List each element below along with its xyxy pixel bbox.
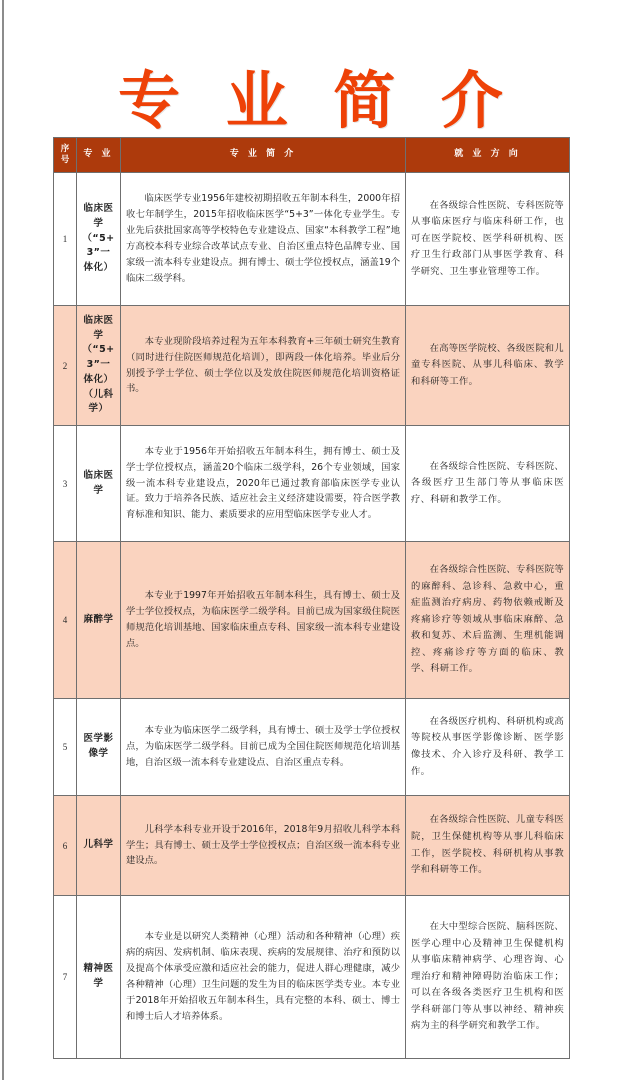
cell-major: 临床医学（“5+3”一体化）（儿科学）: [77, 306, 121, 426]
cell-intro: 本专业现阶段培养过程为五年本科教育+三年硕士研究生教育（同时进行住院医师规范化培训），即两段一体化培养。毕业后分别授予学士学位、硕士学位以及发放住院医师规范化培训资格证书。: [121, 306, 406, 426]
table-body: [54, 173, 570, 1059]
cell-career: 在各级综合性医院、儿童专科医院，卫生保健机构等从事儿科临床工作，医学院校、科研机构从事教学和科研等工作。: [406, 796, 570, 896]
cell-career: 在各级综合性医院、专科医院等的麻醉科、急诊科、急救中心，重症监测治疗病房、药物依赖戒断及疼痛诊疗等领域从事临床麻醉、急救和复苏、术后监测、生理机能调控、疼痛诊疗等方面的临床、教学、科研工作。: [406, 542, 570, 699]
cell-career: 在高等医学院校、各级医院和儿童专科医院、从事儿科临床、教学和科研等工作。: [406, 306, 570, 426]
cell-index: 2: [54, 306, 77, 426]
table-row: [54, 699, 570, 796]
cell-major: 临床医学: [77, 426, 121, 542]
cell-index: 5: [54, 699, 77, 796]
table-row: [54, 796, 570, 896]
table-row: [54, 896, 570, 1059]
column-header-career: 就 业 方 向: [406, 138, 570, 173]
column-header-index: [54, 138, 77, 173]
page-title: 专 业 简 介: [118, 63, 515, 137]
cell-intro: 本专业于1956年开始招收五年制本科生，拥有博士、硕士及学士学位授权点，涵盖20个临床二级学科，26个专业领域，国家级一流本科专业建设点，2020年已通过教育部临床医学专业认证。致力于培养各民族、适应社会主义经济建设需要，符合医学教育标准和知识、能力、素质要求的应用型临床医学专业人才。: [121, 426, 406, 542]
cell-major: 医学影像学: [77, 699, 121, 796]
column-header-intro: 专 业 简 介: [121, 138, 406, 173]
cell-intro: 儿科学本科专业开设于2016年，2018年9月招收儿科学本科学生；具有博士、硕士及学士学位授权点；自治区级一流本科专业建设点。: [121, 796, 406, 896]
column-header-index-line2: 号: [60, 155, 70, 165]
table-row: [54, 173, 570, 306]
column-header-major: 专 业: [77, 138, 121, 173]
table-row: [54, 306, 570, 426]
cell-career: 在各级医疗机构、科研机构或高等院校从事医学影像诊断、医学影像技术、介入诊疗及科研、教学工作。: [406, 699, 570, 796]
table-header-row: [54, 138, 570, 173]
table-row: [54, 542, 570, 699]
cell-index: 1: [54, 173, 77, 306]
cell-intro: 本专业于1997年开始招收五年制本科生，具有博士、硕士及学士学位授权点，为临床医学二级学科。目前已成为国家级住院医师规范化培训基地、国家临床重点专科、国家级一流本科专业建设点。: [121, 542, 406, 699]
table-row: [54, 426, 570, 542]
cell-intro: 临床医学专业1956年建校初期招收五年制本科生，2000年招收七年制学生，2015年招收临床医学“5+3”一体化专业学生。专业先后获批国家高等学校特色专业建设点、国家“本科教学工程”地方高校本科专业综合改革试点专业、自治区重点特色品牌专业、国家级一流本科专业建设点。拥有博士、硕士学位授权点，涵盖19个临床二级学科。: [121, 173, 406, 306]
cell-major: 精神医学: [77, 896, 121, 1059]
cell-career: 在各级综合性医院、专科医院、各级医疗卫生部门等从事临床医疗、科研和教学工作。: [406, 426, 570, 542]
cell-major: 临床医学（“5+3”一体化）: [77, 173, 121, 306]
cell-index: 4: [54, 542, 77, 699]
cell-index: 7: [54, 896, 77, 1059]
cell-intro: 本专业是以研究人类精神（心理）活动和各种精神（心理）疾病的病因、发病机制、临床表现、疾病的发展规律、治疗和预防以及提高个体承受应激和适应社会的能力，促进人群心理健康，减少各种精神（心理）卫生问题的发生为目的临床医学类专业。本专业于2018年开始招收五年制本科生，具有完整的本科、硕士、博士和博士后人才培养体系。: [121, 896, 406, 1059]
cell-index: 3: [54, 426, 77, 542]
cell-career: 在大中型综合医院、脑科医院、医学心理中心及精神卫生保健机构从事临床精神病学、心理咨询、心理治疗和精神障碍防治临床工作；可以在各级各类医疗卫生机构和医学科研部门等从事以神经、精神疾病为主的科学研究和教学工作。: [406, 896, 570, 1059]
major-table-container: [53, 137, 569, 1059]
cell-career: 在各级综合性医院、专科医院等从事临床医疗与临床科研工作，也可在医学院校、医学科研机构、医疗卫生行政部门从事医学教育、科学研究、卫生事业管理等工作。: [406, 173, 570, 306]
column-header-index-line1: 序: [60, 144, 70, 155]
cell-major: 麻醉学: [77, 542, 121, 699]
cell-index: 6: [54, 796, 77, 896]
cell-major: 儿科学: [77, 796, 121, 896]
table-header: [54, 138, 570, 173]
cell-intro: 本专业为临床医学二级学科，具有博士、硕士及学士学位授权点，为临床医学二级学科。目前已成为全国住院医师规范化培训基地，自治区级一流本科专业建设点、自治区重点专科。: [121, 699, 406, 796]
major-table: [53, 137, 570, 1059]
